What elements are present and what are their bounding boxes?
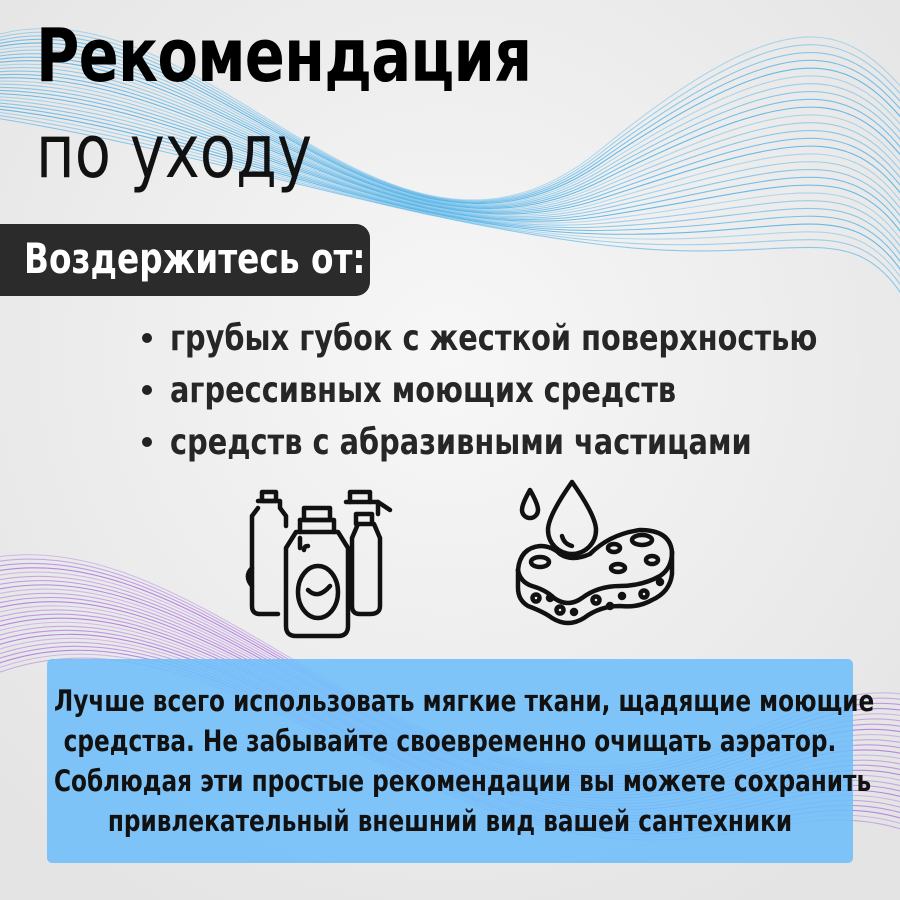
avoid-banner [0, 224, 370, 296]
list-item [142, 416, 900, 468]
care-tip-box [47, 659, 875, 863]
care-tip-line: Лучше всего использовать мягкие ткани, щадящие моющие [54, 684, 875, 718]
cleaning-bottles-icon [238, 486, 398, 646]
care-tip-line: Соблюдая эти простые рекомендации вы можете сохранить [54, 764, 872, 798]
list-item [142, 312, 900, 364]
page-title: Рекомендация [36, 13, 532, 99]
avoid-list [142, 312, 900, 468]
list-item-text: средств с абразивными частицами [170, 421, 752, 463]
bullet-dot [142, 385, 152, 395]
list-item-text: грубых губок с жесткой поверхностью [170, 317, 818, 359]
bullet-dot [142, 333, 152, 343]
care-tip-line: средства. Не забывайте своевременно очищать аэратор. [63, 724, 837, 758]
sponge-with-drops-icon [510, 478, 680, 634]
list-item-text: агрессивных моющих средств [170, 369, 677, 411]
care-tip-line: привлекательный внешний вид вашей сантехники [107, 804, 793, 838]
list-item [142, 364, 900, 416]
care-tip-text [54, 681, 875, 841]
avoid-banner-label: Воздержитесь от: [24, 234, 366, 283]
page-subtitle: по уходу [36, 109, 312, 195]
bullet-dot [142, 437, 152, 447]
